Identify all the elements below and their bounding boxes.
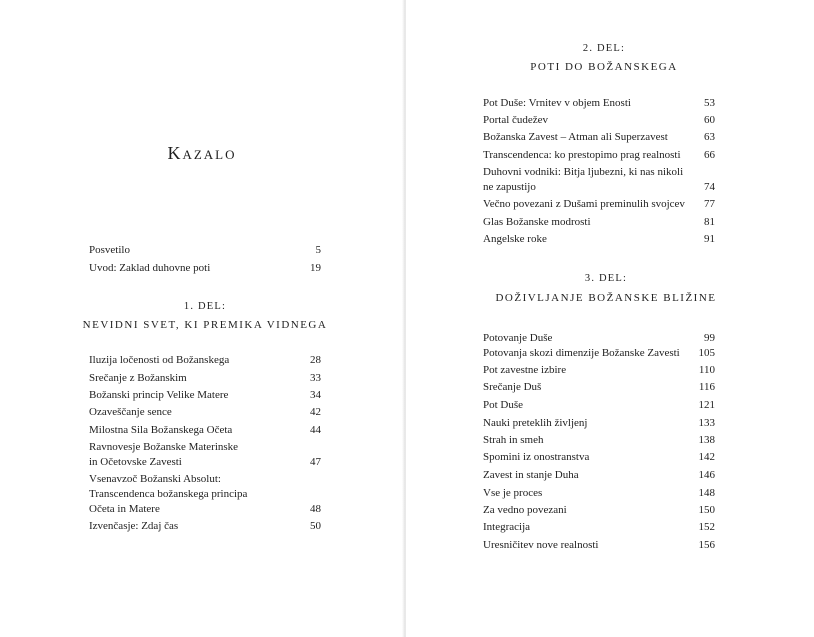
toc-entry bbox=[89, 353, 321, 368]
toc-entry bbox=[89, 519, 321, 534]
toc-entry-label: Srečanje Duš bbox=[483, 381, 542, 393]
toc-entry bbox=[483, 148, 715, 163]
toc-entry bbox=[89, 388, 321, 403]
toc-entry-label: Spomini iz onostranstva bbox=[483, 451, 590, 463]
part-number: 1. DEL: bbox=[183, 301, 227, 312]
part-title: NEVIDNI SVET, KI PREMIKA VIDNEGA bbox=[82, 319, 328, 331]
left-page bbox=[0, 0, 404, 637]
part-title: DOŽIVLJANJE BOŽANSKE BLIŽINE bbox=[495, 292, 717, 304]
toc-entry bbox=[483, 486, 715, 501]
toc-entry bbox=[483, 468, 715, 483]
toc-entry-page: 48 bbox=[310, 503, 321, 515]
toc-entry-label: Ravnovesje Božanske Materinske in Očetovske Zavesti bbox=[89, 441, 239, 468]
toc-entry-label: Izvenčasje: Zdaj čas bbox=[89, 520, 179, 532]
toc-entry-label: Potovanja skozi dimenzije Božanske Zavesti bbox=[483, 347, 680, 359]
toc-entry-page: 50 bbox=[310, 520, 321, 532]
toc-entry-page: 74 bbox=[704, 181, 715, 193]
toc-entry bbox=[483, 331, 715, 346]
toc-entry-label: Večno povezani z Dušami preminulih svojcev bbox=[483, 198, 685, 210]
toc-entry bbox=[483, 503, 715, 518]
toc-entry bbox=[483, 215, 715, 230]
toc-entry-page: 81 bbox=[704, 216, 715, 228]
toc-entry-page: 33 bbox=[310, 372, 321, 384]
part-number: 3. DEL: bbox=[584, 273, 628, 284]
toc-entry bbox=[483, 113, 715, 128]
toc-entry-page: 28 bbox=[310, 354, 321, 366]
toc-entry-label: Vsenavzoč Božanski Absolut: Transcendenca božanskega principa Očeta in Matere bbox=[89, 473, 248, 515]
toc-entry bbox=[483, 398, 715, 413]
toc-entry bbox=[483, 165, 715, 195]
toc-entry bbox=[483, 346, 715, 361]
toc-entry bbox=[89, 472, 321, 517]
toc-entry-page: 152 bbox=[698, 521, 715, 533]
toc-entry-page: 146 bbox=[698, 469, 715, 481]
toc-entry bbox=[483, 130, 715, 145]
toc-entry-page: 156 bbox=[698, 539, 715, 551]
toc-entry-label: Nauki preteklih življenj bbox=[483, 417, 588, 429]
page-title: Kazalo bbox=[167, 143, 237, 163]
toc-entry-page: 5 bbox=[315, 244, 321, 256]
toc-entry-label: Za vedno povezani bbox=[483, 504, 567, 516]
toc-entry-page: 150 bbox=[698, 504, 715, 516]
toc-entry-page: 121 bbox=[698, 399, 715, 411]
toc-entry bbox=[89, 371, 321, 386]
right-page bbox=[406, 0, 814, 637]
toc-entry-label: Uvod: Zaklad duhovne poti bbox=[89, 262, 211, 274]
toc-entry-page: 42 bbox=[310, 406, 321, 418]
toc-entry-label: Pot Duše: Vrnitev v objem Enosti bbox=[483, 97, 631, 109]
toc-entry bbox=[89, 261, 321, 276]
toc-entry-label: Pot Duše bbox=[483, 399, 524, 411]
toc-entry bbox=[89, 440, 321, 470]
toc-entry-label: Posvetilo bbox=[89, 244, 130, 256]
toc-entry bbox=[483, 380, 715, 395]
toc-entry-label: Duhovni vodniki: Bitja ljubezni, ki nas nikoli ne zapustijo bbox=[483, 166, 684, 193]
toc-entry bbox=[483, 232, 715, 247]
toc-entry-label: Vse je proces bbox=[483, 487, 543, 499]
toc-entry-page: 53 bbox=[704, 97, 715, 109]
toc-entry-label: Transcendenca: ko prestopimo prag realnosti bbox=[483, 149, 681, 161]
toc-entry-page: 148 bbox=[698, 487, 715, 499]
part-title: POTI DO BOŽANSKEGA bbox=[530, 61, 678, 73]
toc-entry-label: Iluzija ločenosti od Božanskega bbox=[89, 354, 230, 366]
toc-entry-label: Portal čudežev bbox=[483, 114, 549, 126]
toc-entry-label: Božanska Zavest – Atman ali Superzavest bbox=[483, 131, 668, 143]
toc-entry-page: 110 bbox=[698, 364, 715, 376]
toc-entry-page: 66 bbox=[704, 149, 715, 161]
toc-entry bbox=[89, 405, 321, 420]
toc-entry-page: 142 bbox=[698, 451, 715, 463]
toc-entry-page: 133 bbox=[698, 417, 715, 429]
toc-entry bbox=[483, 450, 715, 465]
toc-entry bbox=[483, 538, 715, 553]
toc-entry-page: 105 bbox=[698, 347, 715, 359]
toc-entry-label: Srečanje z Božanskim bbox=[89, 372, 187, 384]
toc-entry bbox=[483, 416, 715, 431]
toc-entry-label: Božanski princip Velike Matere bbox=[89, 389, 229, 401]
toc-entry bbox=[89, 423, 321, 438]
toc-entry bbox=[483, 433, 715, 448]
toc-entry-label: Ozaveščanje sence bbox=[89, 406, 172, 418]
toc-entry bbox=[483, 96, 715, 111]
toc-entry-label: Integracija bbox=[483, 521, 531, 533]
toc-entry-page: 91 bbox=[704, 233, 715, 245]
toc-entry-page: 116 bbox=[698, 381, 715, 393]
toc-entry bbox=[483, 363, 715, 378]
toc-entry-label: Potovanje Duše bbox=[483, 332, 553, 344]
toc-entry-page: 99 bbox=[704, 332, 715, 344]
part-number: 2. DEL: bbox=[582, 43, 626, 54]
toc-entry bbox=[483, 520, 715, 535]
toc-entry-page: 44 bbox=[310, 424, 321, 436]
toc-entry-page: 19 bbox=[310, 262, 321, 274]
toc-entry-page: 47 bbox=[310, 456, 321, 468]
toc-entry-label: Pot zavestne izbire bbox=[483, 364, 567, 376]
toc-entry-label: Milostna Sila Božanskega Očeta bbox=[89, 424, 233, 436]
toc-entry-page: 60 bbox=[704, 114, 715, 126]
toc-entry-page: 77 bbox=[704, 198, 715, 210]
toc-entry bbox=[483, 197, 715, 212]
toc-entry-label: Zavest in stanje Duha bbox=[483, 469, 579, 481]
toc-entry-label: Angelske roke bbox=[483, 233, 547, 245]
toc-entry-label: Strah in smeh bbox=[483, 434, 544, 446]
toc-entry bbox=[89, 243, 321, 258]
toc-entry-label: Glas Božanske modrosti bbox=[483, 216, 591, 228]
toc-entry-label: Uresničitev nove realnosti bbox=[483, 539, 599, 551]
toc-entry-page: 63 bbox=[704, 131, 715, 143]
toc-entry-page: 34 bbox=[310, 389, 321, 401]
toc-entry-page: 138 bbox=[698, 434, 715, 446]
